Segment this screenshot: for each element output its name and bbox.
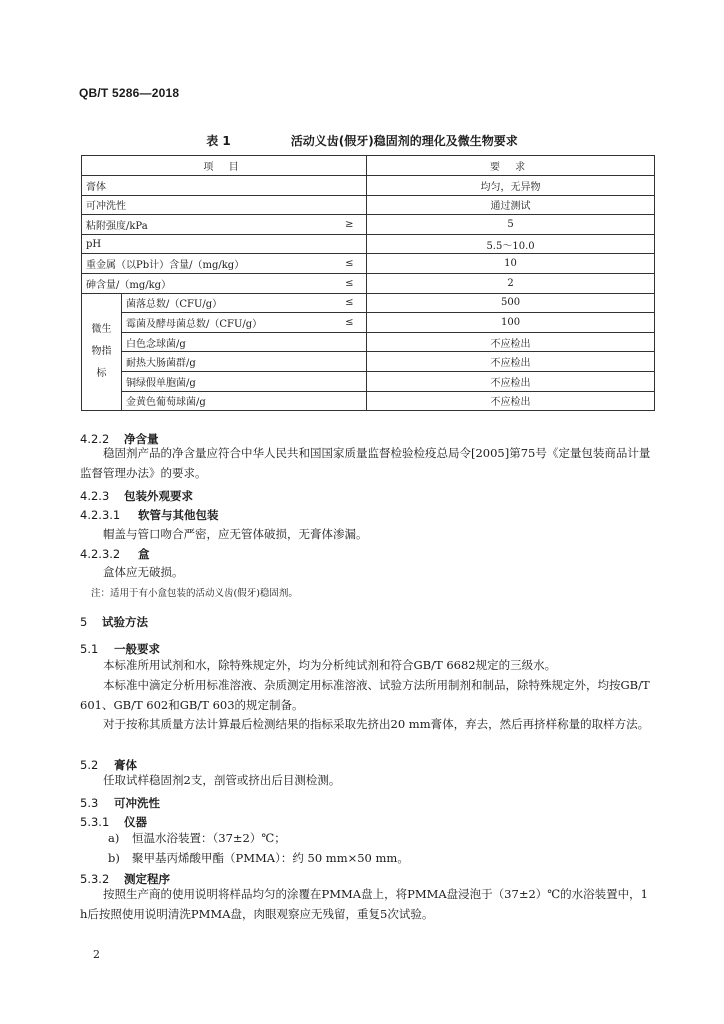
heading-4-2-3-2 (80, 546, 150, 562)
row-symbol (333, 352, 367, 372)
section-number: 5 (80, 615, 88, 629)
row-symbol (333, 371, 367, 391)
row-symbol (333, 176, 367, 196)
row-requirement: 10 (367, 254, 655, 274)
row-item: 砷含量/（mg/kg） (82, 273, 333, 293)
row-symbol: ≤ (333, 273, 367, 293)
section-title: 净含量 (124, 432, 159, 446)
table-row (82, 313, 655, 333)
section-number: 4.2.3.1 (80, 508, 121, 522)
row-item: 菌落总数/（CFU/g） (122, 293, 333, 313)
table-row (82, 273, 655, 293)
section-number: 5.3.2 (80, 872, 110, 886)
row-requirement: 500 (367, 293, 655, 313)
list-label: a) (108, 831, 120, 845)
table-row (82, 332, 655, 352)
paragraph-5-1-2: 本标准中滴定分析用标准溶液、杂质测定用标准溶液、试验方法所用制剂和制品，除特殊规定外，均按GB/T 601、GB/T 602和GB/T 603的规定制备。 (80, 678, 650, 712)
table-row (82, 215, 655, 235)
table-row (82, 293, 655, 313)
row-symbol: ≤ (333, 313, 367, 333)
table-row (82, 176, 655, 196)
table-row (82, 234, 655, 254)
row-requirement: 不应检出 (367, 332, 655, 352)
paragraph-4-2-2: 稳固剂产品的净含量应符合中华人民共和国国家质量监督检验检疫总局令[2005]第75号《定量包装商品计量监督管理办法》的要求。 (80, 446, 651, 480)
row-item: 粘附强度/kPa (82, 215, 333, 235)
paragraph-5-3-2: 按照生产商的使用说明将样品均匀的涂覆在PMMA盘上，将PMMA盘浸泡于（37±2）℃的水浴装置中，1 h后按照使用说明清洗PMMA盘，肉眼观察应无残留，重复5次试验。 (80, 887, 648, 921)
section-title: 测定程序 (124, 872, 170, 886)
section-title: 试验方法 (102, 615, 148, 629)
row-requirement: 通过测试 (367, 195, 655, 215)
row-item: pH (82, 234, 333, 254)
row-requirement: 100 (367, 313, 655, 333)
table-row (82, 371, 655, 391)
header-item: 项 目 (82, 156, 367, 176)
table-row (82, 352, 655, 372)
section-title: 仪器 (124, 815, 147, 829)
page-number: 2 (93, 948, 100, 961)
paragraph-5-1-3: 对于按称其质量方法计算最后检测结果的指标采取先挤出20 mm膏体，弃去，然后再挤样称量的取样方法。 (103, 717, 650, 731)
row-requirement: 5.5～10.0 (367, 234, 655, 254)
section-title: 包装外观要求 (124, 489, 193, 503)
paragraph-4-2-3-2: 盒体应无破损。 (103, 565, 184, 579)
row-symbol (333, 332, 367, 352)
row-requirement: 不应检出 (367, 391, 655, 411)
table-title: 活动义齿(假牙)稳固剂的理化及微生物要求 (290, 134, 518, 148)
requirements-table (81, 155, 655, 411)
microbial-group-label (82, 293, 122, 411)
heading-4-2-3-1 (80, 507, 219, 523)
section-number: 5.3.1 (80, 815, 110, 829)
paragraph-5-2: 任取试样稳固剂2支，剖管或挤出后目测检测。 (103, 773, 341, 787)
row-item: 霉菌及酵母菌总数/（CFU/g） (122, 313, 333, 333)
list-item-b (108, 848, 409, 868)
section-number: 5.3 (80, 796, 99, 810)
row-item: 可冲洗性 (82, 195, 333, 215)
heading-4-2-3 (80, 488, 193, 504)
heading-5 (80, 614, 148, 630)
row-item: 金黄色葡萄球菌/g (122, 391, 333, 411)
row-item: 白色念球菌/g (122, 332, 333, 352)
table-row (82, 195, 655, 215)
section-title: 可冲洗性 (114, 796, 160, 810)
row-item: 铜绿假单胞菌/g (122, 371, 333, 391)
list-text: 聚甲基丙烯酸甲酯（PMMA）：约 50 mm×50 mm。 (132, 851, 409, 865)
microbial-group-text: 微生物指标 (91, 323, 112, 379)
row-item: 耐热大肠菌群/g (122, 352, 333, 372)
row-symbol (333, 234, 367, 254)
list-text: 恒温水浴装置：（37±2）℃； (132, 831, 286, 845)
row-requirement: 不应检出 (367, 352, 655, 372)
row-symbol: ≤ (333, 254, 367, 274)
note-4-2-3-2: 注：适用于有小盒包装的活动义齿(假牙)稳固剂。 (91, 588, 298, 599)
row-item: 膏体 (82, 176, 333, 196)
table-row (82, 254, 655, 274)
section-title: 膏体 (114, 758, 137, 772)
section-title: 一般要求 (114, 642, 160, 656)
row-item: 重金属（以Pb计）含量/（mg/kg） (82, 254, 333, 274)
row-symbol (333, 195, 367, 215)
row-symbol: ≥ (333, 215, 367, 235)
section-title: 软管与其他包装 (138, 508, 219, 522)
row-requirement: 5 (367, 215, 655, 235)
table-number: 表 1 (206, 134, 231, 148)
row-requirement: 不应检出 (367, 371, 655, 391)
section-number: 4.2.3 (80, 489, 110, 503)
header-requirement: 要 求 (367, 156, 655, 176)
section-number: 4.2.2 (80, 432, 110, 446)
row-symbol: ≤ (333, 293, 367, 313)
table-header-row (82, 156, 655, 176)
section-number: 5.2 (80, 758, 99, 772)
row-requirement: 2 (367, 273, 655, 293)
paragraph-5-1-1: 本标准所用试剂和水，除特殊规定外，均为分析纯试剂和符合GB/T 6682规定的三级水。 (103, 658, 557, 672)
section-number: 4.2.3.2 (80, 547, 121, 561)
list-label: b) (108, 851, 120, 865)
table-caption (0, 132, 724, 149)
row-requirement: 均匀，无异物 (367, 176, 655, 196)
list-item-a (108, 828, 286, 848)
heading-5-3 (80, 795, 160, 811)
table-row (82, 391, 655, 411)
paragraph-4-2-3-1: 帽盖与管口吻合严密，应无管体破损，无膏体渗漏。 (103, 527, 368, 541)
row-symbol (333, 391, 367, 411)
standard-code: QB/T 5286—2018 (79, 86, 180, 100)
section-number: 5.1 (80, 642, 99, 656)
section-title: 盒 (138, 547, 150, 561)
